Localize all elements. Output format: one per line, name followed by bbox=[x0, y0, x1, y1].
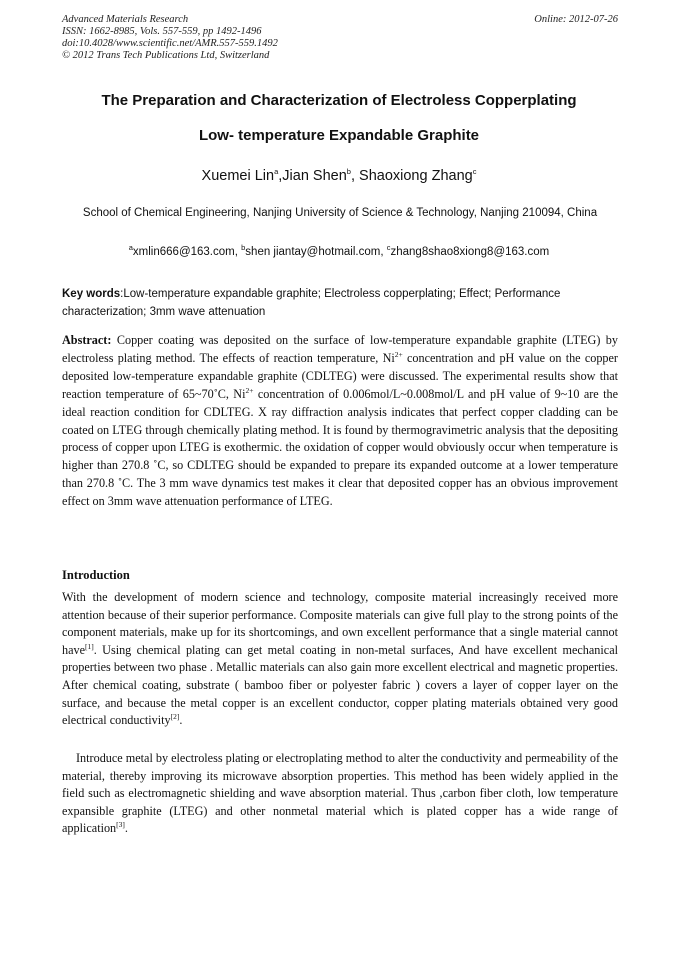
abstract-text: Copper coating was deposited on the surface of low-temperature expandable graphite (LTEG) by electroless plating method. The effects of reaction temperature, Ni bbox=[62, 333, 618, 365]
copyright-line: © 2012 Trans Tech Publications Ltd, Switzerland bbox=[62, 50, 270, 61]
email-address: shen jiantay@hotmail.com, bbox=[245, 246, 384, 258]
email-superscript: c bbox=[386, 243, 391, 253]
journal-header bbox=[62, 14, 618, 62]
author-emails bbox=[40, 243, 638, 258]
abstract-block bbox=[62, 332, 618, 511]
paragraph-text: . bbox=[179, 713, 183, 728]
author-superscript: b bbox=[346, 167, 351, 177]
ion-charge-superscript: 2+ bbox=[245, 385, 254, 395]
author-list bbox=[40, 168, 638, 184]
online-date: Online: 2012-07-26 bbox=[534, 14, 618, 25]
journal-name: Advanced Materials Research bbox=[62, 14, 189, 25]
introduction-paragraph-2 bbox=[62, 750, 618, 838]
paragraph-text: . bbox=[124, 821, 128, 836]
reference-citation: [3] bbox=[116, 820, 125, 830]
paper-title-line-2: Low- temperature Expandable Graphite bbox=[198, 127, 480, 144]
email-superscript: b bbox=[241, 243, 246, 253]
abstract-label: Abstract: bbox=[62, 333, 112, 347]
issn-line: ISSN: 1662-8985, Vols. 557-559, pp 1492-1496 bbox=[62, 26, 262, 37]
keywords-text: :Low-temperature expandable graphite; Electroless copperplating; Effect; Performance characterization; 3mm wave attenuation bbox=[62, 288, 561, 318]
author-name: ,Jian Shen bbox=[278, 168, 347, 184]
author-superscript: a bbox=[274, 167, 279, 177]
reference-citation: [1] bbox=[85, 641, 94, 651]
email-superscript: a bbox=[128, 243, 133, 253]
email-address: xmlin666@163.com, bbox=[132, 246, 238, 258]
keywords-block bbox=[62, 285, 618, 321]
author-name: , Shaoxiong Zhang bbox=[350, 168, 473, 184]
author-name: Xuemei Lin bbox=[201, 168, 275, 184]
paper-title-line-1: The Preparation and Characterization of Electroless Copperplating bbox=[101, 92, 577, 109]
introduction-paragraph-1 bbox=[62, 589, 618, 730]
email-address: zhang8shao8xiong8@163.com bbox=[390, 246, 550, 258]
abstract-text: concentration and pH value on the copper deposited low-temperature expandable graphite (CDLTEG) were discussed. The experimental results show that reaction temperature of 65~70˚C, Ni bbox=[62, 350, 618, 401]
affiliation: School of Chemical Engineering, Nanjing University of Science & Technology, Nanjing 210094, China bbox=[82, 207, 598, 219]
introduction-heading: Introduction bbox=[62, 568, 130, 582]
author-superscript: c bbox=[472, 167, 477, 177]
keywords-label: Key words bbox=[62, 288, 121, 300]
reference-citation: [2] bbox=[170, 712, 180, 722]
paragraph-text: . Using chemical plating can get metal coating in non-metal surfaces, And have excellent mechanical properties between two phase . Metallic materials can also gain more excellent electrical and magnetic properties. After chemical coating, substrate ( bamboo fiber or polyester fabric ) covers a layer of copper layer on the surface, and because the metal copper is an excellent conductor, copper plating materials obtained very good electrical conductivity bbox=[62, 642, 618, 728]
doi-line: doi:10.4028/www.scientific.net/AMR.557-559.1492 bbox=[62, 38, 278, 49]
paragraph-text: Introduce metal by electroless plating or electroplating method to alter the conductivity and permeability of the material, thereby improving its microwave absorption properties. This method has been widely applied in the field such as electromagnetic shielding and wave absorption material. Thus ,carbon fiber cloth, low temperature expansible graphite (LTEG) and other nonmetal material which is plated copper has a wide range of application bbox=[62, 751, 618, 836]
paragraph-text: With the development of modern science and technology, composite material increasingly received more attention because of their superior performance. Composite materials can give full play to the strong points of the component materials, make up for its shortcomings, and own excellent performance that a single material cannot have bbox=[62, 590, 618, 657]
abstract-text: concentration of 0.006mol/L~0.008mol/L and pH value of 9~10 are the ideal reaction condition for CDLTEG. X ray diffraction analysis indicates that perfect copper cladding can be coated on LTEG through chemically plating method. It is found by thermogravimetric analysis that the depositing process of copper upon LTEG is exothermic. the oxidation of copper would obviously occur when temperature is higher than 270.8 ˚C, so CDLTEG should be expanded to prepare its expanded outcome at a lower temperature than 270.8 ˚C. The 3 mm wave dynamics test makes it clear that deposited copper has an obvious improvement effect on 3mm wave attenuation performance of LTEG. bbox=[62, 386, 618, 509]
ion-charge-superscript: 2+ bbox=[394, 349, 403, 359]
